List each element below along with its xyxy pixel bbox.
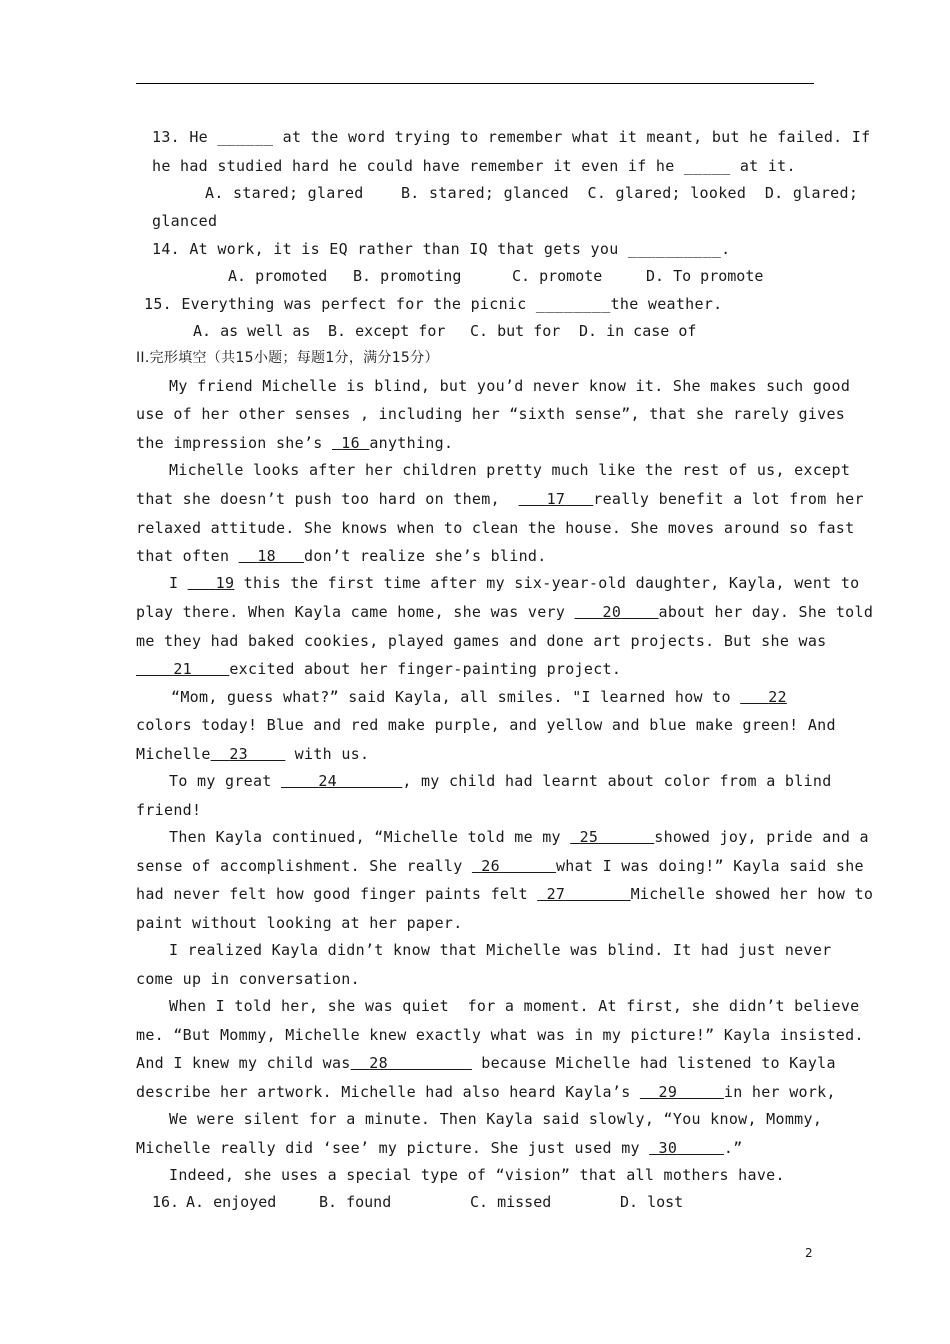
blank-18: 18 [257, 547, 276, 565]
q13-options: A. stared; glared B. stared; glanced C. glared; looked D. glared; [205, 184, 859, 202]
passage-line: friend! [136, 801, 202, 819]
q13-line-2: he had studied hard he could have remember it even if he _____ at it. [152, 157, 796, 175]
q16-options [0, 1191, 950, 1213]
blank-23: 23 [229, 745, 248, 763]
section-heading: II.完形填空（共15小题；每题1分，满分15分） [136, 350, 439, 366]
passage-line: Michelle really did ‘see’ my picture. She just used my 30 .” [136, 1139, 743, 1157]
q13-line-1: 13. He ______ at the word trying to remember what it meant, but he failed. If [152, 128, 871, 146]
q15-option-d: D. in case of [579, 322, 697, 340]
passage-line: “Mom, guess what?” said Kayla, all smiles. "I learned how to 22 [171, 688, 787, 706]
passage-line: play there. When Kayla came home, she was very 20 about her day. She told [136, 603, 874, 621]
passage-line: When I told her, she was quiet for a moment. At first, she didn’t believe [169, 997, 860, 1015]
blank-21: 21 [173, 660, 192, 678]
blank-28: 28 [369, 1054, 388, 1072]
q14-option-b: B. promoting [353, 267, 462, 285]
q16-number: 16. [152, 1193, 180, 1211]
passage-line: the impression she’s 16 anything. [136, 434, 454, 452]
blank-24: 24 [318, 772, 337, 790]
blank-26: 26 [481, 857, 500, 875]
q15-option-a: A. as well as [193, 322, 311, 340]
blank-16: 16 [341, 434, 360, 452]
blank-20: 20 [602, 603, 622, 621]
passage-line: use of her other senses , including her “sixth sense”, that she rarely gives [136, 405, 846, 423]
q15-options [0, 320, 950, 342]
header-rule [136, 83, 814, 84]
q15-stem: 15. Everything was perfect for the picnic ________the weather. [144, 295, 723, 313]
passage-line: Then Kayla continued, “Michelle told me my 25 showed joy, pride and a [169, 828, 869, 846]
q16-option-c: C. missed [470, 1193, 552, 1211]
passage-line: And I knew my child was 28 because Michelle had listened to Kayla [136, 1054, 836, 1072]
q14-stem: 14. At work, it is EQ rather than IQ that gets you __________. [152, 240, 731, 258]
passage-line: me. “But Mommy, Michelle knew exactly what was in my picture!” Kayla insisted. [136, 1026, 864, 1044]
q16-option-b: B. found [319, 1193, 392, 1211]
passage-line: 21 excited about her finger-painting project. [136, 658, 814, 680]
blank-25: 25 [579, 828, 599, 846]
passage-line: My friend Michelle is blind, but you’d never know it. She makes such good [169, 377, 851, 395]
passage-line: colors today! Blue and red make purple, and yellow and blue make green! And [136, 716, 836, 734]
q14-option-c: C. promote [512, 267, 603, 285]
passage-line: paint without looking at her paper. [136, 914, 463, 932]
passage-line: come up in conversation. [136, 970, 360, 988]
passage-line: me they had baked cookies, played games and done art projects. But she was [136, 632, 827, 650]
blank-30: 30 [658, 1139, 678, 1157]
passage-line: sense of accomplishment. She really 26 what I was doing!” Kayla said she [136, 857, 864, 875]
blank-19: 19 [215, 574, 235, 592]
q13-line-4: glanced [152, 212, 218, 230]
passage-line: To my great 24 , my child had learnt about color from a blind [169, 772, 832, 790]
q15-option-c: C. but for [470, 322, 561, 340]
q14-options [0, 265, 950, 287]
q15-option-b: B. except for [328, 322, 446, 340]
page-number: 2 [805, 1246, 813, 1260]
passage-line: describe her artwork. Michelle had also heard Kayla’s 29 in her work, [136, 1083, 836, 1101]
passage-line: I 19 this the first time after my six-year-old daughter, Kayla, went to [169, 574, 860, 592]
blank-29: 29 [658, 1083, 678, 1101]
passage-line: that she doesn’t push too hard on them, 17 really benefit a lot from her [136, 490, 864, 508]
q14-option-d: D. To promote [646, 267, 764, 285]
passage-line: that often 18 don’t realize she’s blind. [136, 547, 547, 565]
passage-line: relaxed attitude. She knows when to clean the house. She moves around so fast [136, 519, 855, 537]
passage-line: We were silent for a minute. Then Kayla said slowly, “You know, Mommy, [169, 1110, 823, 1128]
q16-option-a: A. enjoyed [186, 1193, 277, 1211]
passage-line: Michelle 23 with us. [136, 745, 370, 763]
q14-option-a: A. promoted [228, 267, 328, 285]
blank-22: 22 [768, 688, 787, 706]
blank-27: 27 [546, 885, 566, 903]
passage-line: had never felt how good finger paints felt 27 Michelle showed her how to [136, 885, 874, 903]
blank-17: 17 [546, 490, 566, 508]
q16-option-d: D. lost [620, 1193, 684, 1211]
passage-line: Indeed, she uses a special type of “vision” that all mothers have. [169, 1166, 785, 1184]
passage-line: I realized Kayla didn’t know that Michelle was blind. It had just never [169, 941, 832, 959]
passage-line: Michelle looks after her children pretty much like the rest of us, except [169, 461, 851, 479]
